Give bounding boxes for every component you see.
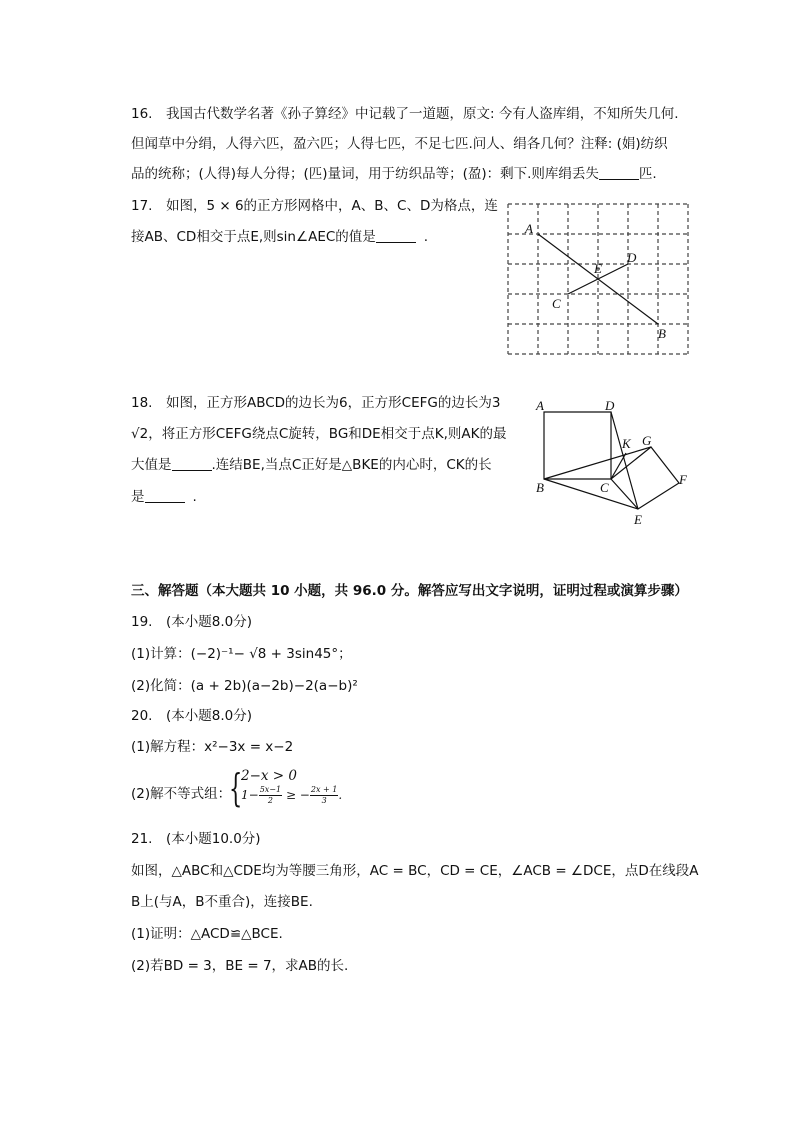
q20-part-1: (1)解方程：x²−3x = x−2 <box>131 739 294 755</box>
q17-label-c: C <box>552 296 561 311</box>
q21-line-1: 如图，△ABC和△CDE均为等腰三角形，AC = BC，CD = CE，∠ACB = ∠DCE，点D在线段A <box>131 863 699 879</box>
section-3-heading: 三、解答题（本大题共 10 小题，共 96.0 分。解答应写出文字说明，证明过程或演算步骤） <box>131 583 688 599</box>
q18-label-g: G <box>642 433 652 448</box>
q16-text: 品的统称；(人得)每人分得；(匹)量词，用于纺织品等；(盈)：剩下.则库绢丢失 <box>131 166 599 182</box>
q16-line-2: 但闻草中分绢，人得六匹，盈六匹；人得七匹，不足七匹.问人、绢各几何？注释: (娟)纺织 <box>131 136 668 152</box>
q17-grid-figure <box>500 196 700 361</box>
q17-end: . <box>423 229 429 245</box>
q18-label-d: D <box>605 398 615 413</box>
fraction-2-den: 3 <box>321 796 327 805</box>
q18-squares-figure <box>528 392 698 532</box>
q18-text-b: .连结BE,当点C正好是△BKE的内心时，CK的长 <box>211 457 492 473</box>
q16-answer-blank[interactable] <box>599 165 639 180</box>
row2-lead: 1− <box>241 788 259 802</box>
q18-end: . <box>192 489 197 505</box>
q18-line-3 <box>131 455 492 475</box>
q18-line-2: √2，将正方形CEFG绕点C旋转，BG和DE相交于点K,则AK的最 <box>131 426 507 442</box>
q21-line-2: B上(与A，B不重合)，连接BE. <box>131 894 313 910</box>
q20-part-2-label: (2)解不等式组： <box>131 786 232 802</box>
segment-bg <box>544 447 651 479</box>
fraction-1 <box>259 785 282 806</box>
q17-label-e: E <box>594 261 602 276</box>
q17-label-a: A <box>525 221 533 236</box>
fraction-1-den: 2 <box>267 796 273 805</box>
q17-label-d: D <box>627 250 637 265</box>
q19-heading: 19. (本小题8.0分) <box>131 614 252 630</box>
q18-label-a: A <box>536 398 544 413</box>
q18-label-k: K <box>622 436 631 451</box>
inequality-row-1: 2−x > 0 <box>241 768 297 784</box>
q21-heading: 21. (本小题10.0分) <box>131 831 261 847</box>
q18-label-f: F <box>679 472 687 487</box>
q16-line-1: 16. 我国古代数学名著《孙子算经》中记载了一道题，原文: 今有人盗库绢，不知所失几何. <box>131 106 679 122</box>
q17-answer-blank[interactable] <box>376 228 416 243</box>
fraction-1-num: 5x−1 <box>259 785 282 794</box>
q18-line-1: 18. 如图，正方形ABCD的边长为6，正方形CEFG的边长为3 <box>131 395 501 411</box>
q18-label-c: C <box>600 480 609 495</box>
q18-text-c: 是 <box>131 489 145 505</box>
q18-text-a: 大值是 <box>131 457 172 473</box>
q17-label-b: B <box>658 326 666 341</box>
q21-part-1: (1)证明：△ACD≌△BCE. <box>131 926 283 942</box>
q18-answer-blank-2[interactable] <box>145 488 185 503</box>
row2-end: . <box>338 788 343 802</box>
fraction-2 <box>310 785 338 806</box>
q19-part-1: (1)计算：(−2)⁻¹− √8 + 3sin45°； <box>131 646 352 662</box>
q19-part-2: (2)化简：(a + 2b)(a−2b)−2(a−b)² <box>131 678 358 694</box>
q18-label-e: E <box>634 512 642 527</box>
q17-text: 接AB、CD相交于点E,则sin∠AEC的值是 <box>131 229 376 245</box>
q17-line-1: 17. 如图，5 × 6的正方形网格中，A、B、C、D为格点，连 <box>131 198 498 214</box>
inequality-row-2 <box>241 785 342 806</box>
row2-mid: ≥ − <box>285 788 310 802</box>
system-brace: { <box>229 766 243 810</box>
q18-answer-blank-1[interactable] <box>172 456 212 471</box>
fraction-2-num: 2x + 1 <box>310 785 338 794</box>
q16-line-3 <box>131 164 657 184</box>
q18-line-4 <box>131 487 197 507</box>
q21-part-2: (2)若BD = 3，BE = 7，求AB的长. <box>131 958 349 974</box>
q17-line-2 <box>131 227 428 247</box>
q20-heading: 20. (本小题8.0分) <box>131 708 252 724</box>
q16-unit: 匹. <box>638 166 657 182</box>
q18-label-b: B <box>536 480 544 495</box>
